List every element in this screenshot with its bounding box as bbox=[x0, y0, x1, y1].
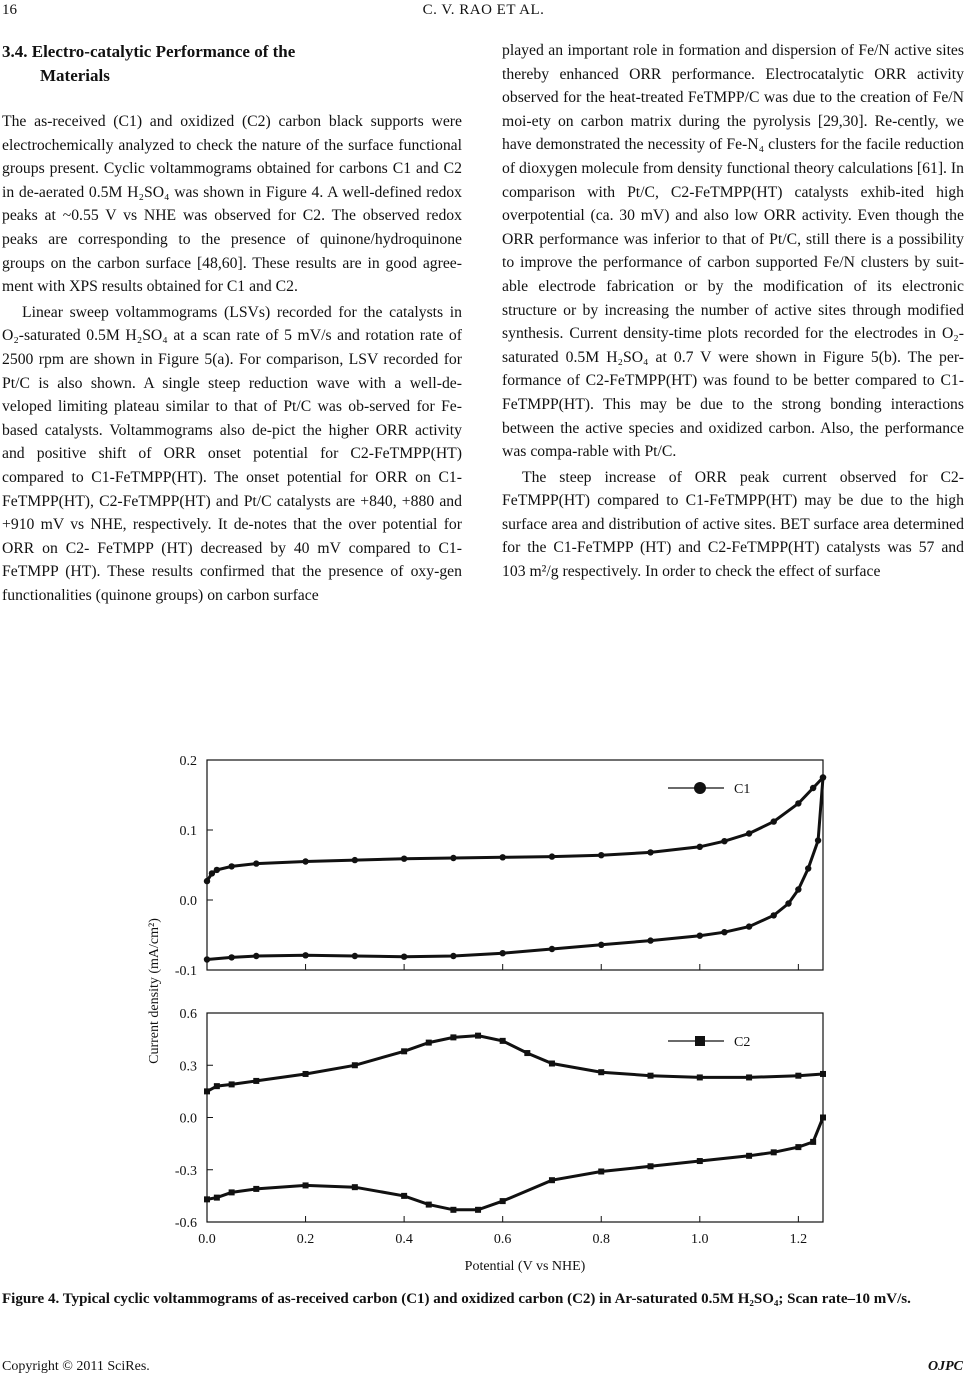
data-point bbox=[771, 912, 777, 918]
data-point bbox=[228, 863, 234, 869]
data-point bbox=[426, 1040, 432, 1046]
data-point bbox=[598, 1168, 604, 1174]
data-point bbox=[228, 954, 234, 960]
paragraph: The steep increase of ORR peak current observed for C2-FeTMPP(HT) compared to C1-FeTMPP(HT) may be due to the high surface area and distribution of active sites. BET surface area determined for the C1-FeTMPP (HT) and C2-FeTMPP(HT) catalysts was 57 and 103 m²/g respectively. In order to check the effect of surface bbox=[502, 468, 964, 581]
data-point bbox=[450, 1034, 456, 1040]
data-point bbox=[810, 1139, 816, 1145]
data-point bbox=[500, 1198, 506, 1204]
cv-chart bbox=[140, 750, 830, 1290]
y-tick-label: 0.3 bbox=[179, 1059, 197, 1075]
data-point bbox=[795, 800, 801, 806]
data-point bbox=[352, 953, 358, 959]
y-tick-label: -0.1 bbox=[174, 964, 197, 979]
data-point bbox=[253, 953, 259, 959]
data-point bbox=[352, 1062, 358, 1068]
paragraph: Linear sweep voltammograms (LSVs) recorded for the catalysts in O₂-saturated 0.5M H₂SO₄ at a scan rate of 5 mV/s and rotation rate of 2500 rpm are shown in Figure 5(a). For comparison, LSV recorded for Pt/C is also shown. A single steep reduction wave with a well-de-veloped limiting plateau similar to that of Pt/C was ob-served for Fe-based catalysts. Voltammograms also de-pict the higher ORR activity and positive shift of ORR onset potential for C2-FeTMPP(HT) compared to C1-FeTMPP(HT). The onset potential for ORR on C1-FeTMPP(HT), C2-FeTMPP(HT) and Pt/C catalysts are +840, +880 and +910 mV vs NHE, respectively. It de-notes that the over potential for ORR on C2- FeTMPP (HT) decreased by 40 mV compared to C1-FeTMPP (HT). These results confirmed that the presence of oxy-gen functionalities (quinone groups) on carbon surface bbox=[2, 303, 462, 604]
data-point bbox=[401, 1193, 407, 1199]
data-point bbox=[648, 1073, 654, 1079]
data-point bbox=[401, 856, 407, 862]
data-point bbox=[426, 1202, 432, 1208]
right-column bbox=[502, 39, 964, 584]
data-point bbox=[303, 1071, 309, 1077]
data-point bbox=[253, 1186, 259, 1192]
data-point bbox=[549, 1061, 555, 1067]
data-point bbox=[697, 933, 703, 939]
data-point bbox=[229, 1081, 235, 1087]
data-point bbox=[820, 774, 826, 780]
data-point bbox=[229, 1189, 235, 1195]
data-point bbox=[598, 1069, 604, 1075]
data-point bbox=[204, 956, 210, 962]
figure-4 bbox=[140, 750, 830, 1290]
x-tick-label: 0.8 bbox=[592, 1232, 610, 1247]
x-tick-label: 1.0 bbox=[691, 1232, 709, 1247]
data-point bbox=[785, 900, 791, 906]
data-point bbox=[647, 937, 653, 943]
data-point bbox=[450, 855, 456, 861]
data-point bbox=[820, 1115, 826, 1121]
legend-marker bbox=[694, 782, 706, 794]
x-tick-label: 1.2 bbox=[789, 1232, 808, 1247]
y-tick-label: 0.6 bbox=[179, 1007, 197, 1022]
data-point bbox=[795, 886, 801, 892]
y-tick-label: 0.0 bbox=[179, 1111, 197, 1127]
data-point bbox=[746, 830, 752, 836]
data-point bbox=[697, 1074, 703, 1080]
data-point bbox=[401, 1048, 407, 1054]
x-tick-label: 0.2 bbox=[296, 1232, 315, 1247]
data-point bbox=[303, 1182, 309, 1188]
x-tick-label: 0.4 bbox=[395, 1232, 413, 1247]
x-tick-label: 0.6 bbox=[493, 1232, 512, 1247]
data-point bbox=[771, 1149, 777, 1155]
data-point bbox=[204, 878, 210, 884]
data-point bbox=[697, 1158, 703, 1164]
data-point bbox=[450, 953, 456, 959]
y-tick-label: -0.6 bbox=[174, 1216, 197, 1231]
data-point bbox=[352, 1184, 358, 1190]
data-point bbox=[475, 1207, 481, 1213]
y-tick-label: 0.2 bbox=[179, 754, 197, 769]
data-point bbox=[820, 1071, 826, 1077]
legend-label: C1 bbox=[734, 782, 751, 797]
section-title-line2: Materials bbox=[40, 66, 110, 85]
legend-marker bbox=[695, 1036, 705, 1046]
data-point bbox=[475, 1033, 481, 1039]
data-point bbox=[302, 858, 308, 864]
legend-label: C2 bbox=[734, 1035, 751, 1050]
paragraph: The as-received (C1) and oxidized (C2) carbon black supports were electrochemically analyzed to check the nature of the surface functional groups present. Cyclic voltammograms obtained for carbons C1 and C2 in de-aerated 0.5M H₂SO₄ was shown in Figure 4. A well-defined redox peaks at ~0.55 V vs NHE was observed for C2. The observed redox peaks are corresponding to the presence of quinone/hydroquinone groups on the carbon surface [48,60]. These results are in good agree-ment with XPS results obtained for C1 and C2. bbox=[2, 113, 462, 296]
data-point bbox=[204, 1196, 210, 1202]
data-point bbox=[214, 1083, 220, 1089]
data-point bbox=[214, 867, 220, 873]
series-upper-line bbox=[207, 778, 823, 882]
x-tick-label: 0.0 bbox=[198, 1232, 216, 1247]
data-point bbox=[815, 837, 821, 843]
data-point bbox=[204, 1088, 210, 1094]
section-title-line1: 3.4. Electro-catalytic Performance of the bbox=[2, 42, 296, 61]
data-point bbox=[253, 1078, 259, 1084]
data-point bbox=[450, 1207, 456, 1213]
series-lower-line bbox=[207, 778, 823, 960]
data-point bbox=[810, 785, 816, 791]
data-point bbox=[648, 1163, 654, 1169]
y-tick-label: 0.0 bbox=[179, 894, 197, 909]
data-point bbox=[302, 952, 308, 958]
series-upper-line bbox=[207, 1036, 823, 1092]
figure-caption: Figure 4. Typical cyclic voltammograms of as-received carbon (C1) and oxidized carbon (C2) in Ar-saturated 0.5M H₂SO₄; Scan rate–10 mV/s. bbox=[2, 1291, 911, 1307]
data-point bbox=[697, 844, 703, 850]
y-tick-label: -0.3 bbox=[174, 1163, 197, 1179]
plot-frame bbox=[207, 1013, 823, 1222]
data-point bbox=[253, 860, 259, 866]
data-point bbox=[647, 849, 653, 855]
page-number: 16 bbox=[2, 2, 17, 18]
copyright: Copyright © 2011 SciRes. bbox=[2, 1359, 150, 1374]
data-point bbox=[401, 954, 407, 960]
data-point bbox=[795, 1144, 801, 1150]
data-point bbox=[352, 857, 358, 863]
plot-frame bbox=[207, 760, 823, 970]
data-point bbox=[598, 942, 604, 948]
data-point bbox=[549, 853, 555, 859]
data-point bbox=[549, 946, 555, 952]
data-point bbox=[524, 1050, 530, 1056]
paragraph: played an important role in formation and dispersion of Fe/N active sites thereby enhanced ORR performance. Electrocatalytic ORR activity observed for the heat-treated FeTMPP/C was due to the creation of Fe/N moi-ety on carbon matrix during the pyrolysis [29,30]. Re-cently, we have demonstrated the necessity of Fe-N₄ clusters for the facile reduction of dioxygen molecule from density functional theory calculations [61]. In comparison with Pt/C, C2-FeTMPP(HT) catalysts exhib-ited high overpotential (ca. 30 mV) and also low ORR activity. Even though the ORR performance was inferior to that of Pt/C, still there is a possibility to improve the performance of carbon supported Fe/N clusters by suit-able electrode fabrication or by the modification of its electronic structure or by increasing the number of active sites through modified synthesis. Current density-time plots recorded for the electrodes in O₂-saturated 0.5M H₂SO₄ at 0.7 V were shown in Figure 5(b). The per-formance of C2-FeTMPP(HT) was found to be better compared to C1-FeTMPP(HT). This may be due to the strong bonding interactions between the active species and oxidized carbon. Also, the performance was compa-rable with Pt/C. bbox=[502, 42, 964, 461]
data-point bbox=[805, 865, 811, 871]
section-title bbox=[2, 40, 462, 88]
series-lower-line bbox=[207, 1118, 823, 1210]
data-point bbox=[795, 1073, 801, 1079]
data-point bbox=[549, 1177, 555, 1183]
data-point bbox=[499, 854, 505, 860]
y-tick-label: 0.1 bbox=[179, 824, 197, 839]
data-point bbox=[500, 1038, 506, 1044]
left-column bbox=[2, 40, 462, 607]
data-point bbox=[721, 838, 727, 844]
data-point bbox=[746, 1153, 752, 1159]
data-point bbox=[746, 923, 752, 929]
x-axis-label: Potential (V vs NHE) bbox=[464, 1259, 586, 1274]
y-axis-label: Current density (mA/cm²) bbox=[147, 918, 162, 1064]
data-point bbox=[499, 950, 505, 956]
data-point bbox=[746, 1074, 752, 1080]
data-point bbox=[598, 852, 604, 858]
data-point bbox=[771, 818, 777, 824]
journal-name: OJPC bbox=[928, 1359, 963, 1374]
running-header: C. V. RAO ET AL. bbox=[422, 2, 545, 18]
data-point bbox=[721, 929, 727, 935]
data-point bbox=[214, 1195, 220, 1201]
